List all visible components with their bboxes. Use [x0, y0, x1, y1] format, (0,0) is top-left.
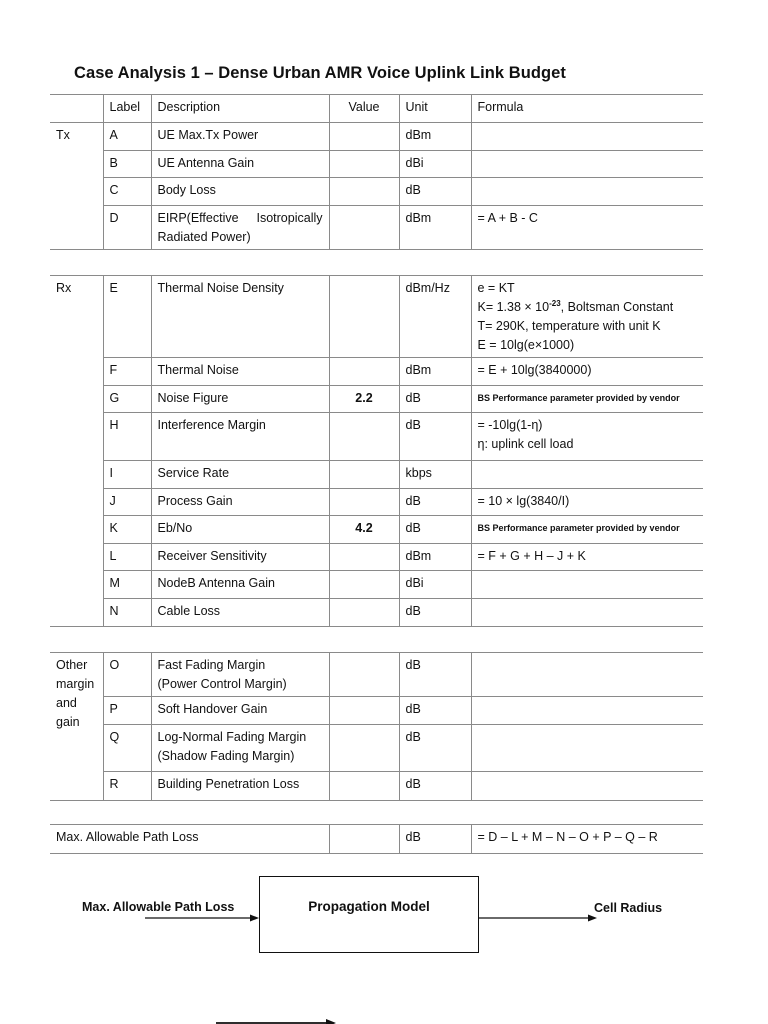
row-formula [471, 571, 703, 599]
row-unit: dB [399, 178, 471, 206]
category-line: margin [56, 677, 95, 691]
row-unit: dBm [399, 206, 471, 250]
row-description [151, 206, 329, 250]
table-row [50, 151, 703, 178]
row-formula: = F + G + H – J + K [471, 544, 703, 571]
desc-line: Fast Fading Margin [157, 658, 266, 672]
row-value [329, 489, 399, 516]
formula-line: T= 290K, temperature with unit K [477, 319, 661, 333]
row-formula: BS Performance parameter provided by vendor [471, 516, 703, 544]
row-description: Eb/No [151, 516, 329, 544]
formula-line: E = 10lg(e×1000) [477, 338, 575, 352]
row-description: UE Antenna Gain [151, 151, 329, 178]
table-row [50, 571, 703, 599]
diagram-input-label: Max. Allowable Path Loss [82, 900, 235, 914]
row-label: A [103, 123, 151, 151]
row-unit: dBi [399, 571, 471, 599]
desc-part: Radiated Power) [157, 230, 251, 244]
other-margin-table [50, 652, 703, 801]
category-rx: Rx [50, 276, 103, 627]
row-value: 2.2 [329, 386, 399, 413]
row-unit: dBm [399, 358, 471, 386]
row-formula [471, 653, 703, 697]
row-label: R [103, 772, 151, 801]
row-value [329, 461, 399, 489]
row-unit: dBm [399, 544, 471, 571]
table-row [50, 358, 703, 386]
row-formula [471, 123, 703, 151]
row-formula [471, 151, 703, 178]
desc-part: Isotropically [256, 211, 323, 225]
row-value: 4.2 [329, 516, 399, 544]
header-category [50, 95, 103, 123]
row-label: K [103, 516, 151, 544]
row-description: Thermal Noise [151, 358, 329, 386]
row-label: L [103, 544, 151, 571]
table-row [50, 206, 703, 250]
row-description: Service Rate [151, 461, 329, 489]
row-description: Body Loss [151, 178, 329, 206]
partial-arrow [216, 1019, 336, 1024]
header-row [50, 95, 703, 123]
propagation-model-label: Propagation Model [308, 899, 430, 914]
input-arrow [145, 915, 259, 922]
table-row [50, 413, 703, 461]
formula-part: , Boltsman Constant [560, 300, 674, 314]
category-tx: Tx [50, 123, 103, 250]
table-row [50, 725, 703, 772]
row-label: E [103, 276, 151, 358]
row-description: Receiver Sensitivity [151, 544, 329, 571]
row-formula: = A + B - C [471, 206, 703, 250]
row-description: UE Max.Tx Power [151, 123, 329, 151]
row-label: H [103, 413, 151, 461]
category-line: gain [56, 715, 80, 729]
row-formula [471, 178, 703, 206]
row-label: G [103, 386, 151, 413]
row-description: Thermal Noise Density [151, 276, 329, 358]
row-value [329, 825, 399, 854]
row-label: B [103, 151, 151, 178]
row-unit: dB [399, 599, 471, 627]
table-row [50, 516, 703, 544]
row-description: Cable Loss [151, 599, 329, 627]
row-formula [471, 276, 703, 358]
table-row [50, 489, 703, 516]
row-label: C [103, 178, 151, 206]
formula-line: e = KT [477, 281, 515, 295]
table-row [50, 461, 703, 489]
row-description: Interference Margin [151, 413, 329, 461]
table-row [50, 825, 703, 854]
row-formula: BS Performance parameter provided by vendor [471, 386, 703, 413]
table-row [50, 178, 703, 206]
row-unit: kbps [399, 461, 471, 489]
row-label: F [103, 358, 151, 386]
row-description: Building Penetration Loss [151, 772, 329, 801]
desc-part: EIRP(Effective [157, 211, 239, 225]
row-value [329, 571, 399, 599]
row-unit: dB [399, 697, 471, 725]
header-value: Value [329, 95, 399, 123]
header-formula: Formula [471, 95, 703, 123]
row-description [151, 725, 329, 772]
formula-part: K= 1.38 × 10 [477, 300, 550, 314]
header-unit: Unit [399, 95, 471, 123]
row-description: Max. Allowable Path Loss [50, 825, 329, 854]
row-label: N [103, 599, 151, 627]
page-title: Case Analysis 1 – Dense Urban AMR Voice Uplink Link Budget [74, 64, 566, 82]
row-label: P [103, 697, 151, 725]
row-value [329, 358, 399, 386]
table-row [50, 123, 703, 151]
row-unit: dBm/Hz [399, 276, 471, 358]
category-line: and [56, 696, 77, 710]
row-unit: dB [399, 825, 471, 854]
desc-line: (Power Control Margin) [157, 677, 287, 691]
table-row [50, 599, 703, 627]
row-description: Noise Figure [151, 386, 329, 413]
row-formula [471, 697, 703, 725]
row-unit: dB [399, 489, 471, 516]
row-unit: dB [399, 653, 471, 697]
table-row [50, 772, 703, 801]
table-row [50, 276, 703, 358]
formula-exponent: -23 [549, 298, 561, 308]
row-value [329, 725, 399, 772]
rx-table [50, 275, 703, 627]
row-value [329, 206, 399, 250]
row-unit: dB [399, 413, 471, 461]
row-formula [471, 725, 703, 772]
formula-line [478, 298, 698, 317]
desc-line: (Shadow Fading Margin) [157, 749, 295, 763]
row-description: NodeB Antenna Gain [151, 571, 329, 599]
row-unit: dB [399, 772, 471, 801]
table-row [50, 386, 703, 413]
row-description: Process Gain [151, 489, 329, 516]
row-unit: dB [399, 386, 471, 413]
row-formula [471, 461, 703, 489]
row-label: J [103, 489, 151, 516]
row-value [329, 413, 399, 461]
row-unit: dB [399, 516, 471, 544]
diagram-output-label: Cell Radius [594, 901, 663, 915]
row-unit: dBi [399, 151, 471, 178]
row-formula [471, 772, 703, 801]
row-description: Soft Handover Gain [151, 697, 329, 725]
propagation-model-box [259, 876, 479, 953]
row-value [329, 653, 399, 697]
row-label: D [103, 206, 151, 250]
formula-line: = -10lg(1-η) [477, 418, 543, 432]
row-value [329, 697, 399, 725]
output-arrow [479, 915, 597, 922]
row-value [329, 772, 399, 801]
row-formula [471, 599, 703, 627]
tx-table [50, 94, 703, 250]
row-value [329, 544, 399, 571]
desc-line: Log-Normal Fading Margin [157, 730, 307, 744]
formula-line: η: uplink cell load [477, 437, 574, 451]
row-value [329, 178, 399, 206]
row-label: O [103, 653, 151, 697]
row-label: I [103, 461, 151, 489]
header-label: Label [103, 95, 151, 123]
row-formula: = D – L + M – N – O + P – Q – R [471, 825, 703, 854]
table-row [50, 544, 703, 571]
category-line: Other [56, 658, 88, 672]
row-value [329, 123, 399, 151]
row-value [329, 599, 399, 627]
table-row [50, 697, 703, 725]
row-value [329, 151, 399, 178]
category-other [50, 653, 103, 801]
row-formula: = 10 × lg(3840/I) [471, 489, 703, 516]
row-description [151, 653, 329, 697]
row-label: Q [103, 725, 151, 772]
row-value [329, 276, 399, 358]
table-row [50, 653, 703, 697]
mapl-table [50, 824, 703, 854]
row-unit: dBm [399, 123, 471, 151]
row-formula [471, 413, 703, 461]
row-formula: = E + 10lg(3840000) [471, 358, 703, 386]
row-unit: dB [399, 725, 471, 772]
row-label: M [103, 571, 151, 599]
header-description: Description [151, 95, 329, 123]
